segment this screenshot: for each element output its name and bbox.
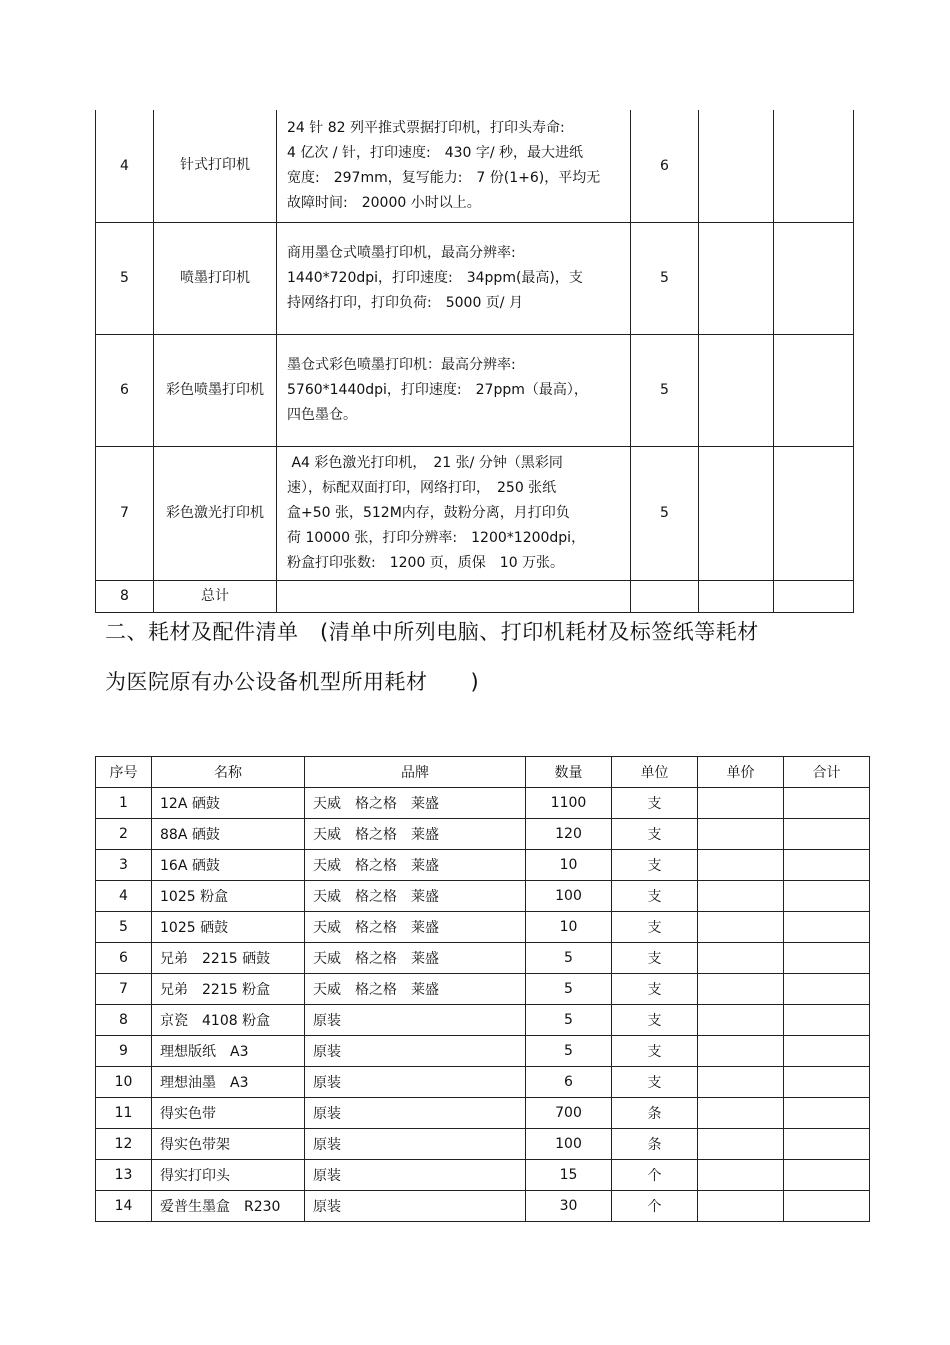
spec-line: 5760*1440dpi，打印速度: 27ppm（最高），: [287, 381, 588, 398]
section-heading-line1: 二、耗材及配件清单 (清单中所列电脑、打印机耗材及标签纸等耗材: [105, 620, 759, 644]
item-number: 13: [96, 1160, 152, 1191]
item-unit: 条: [612, 1129, 698, 1160]
item-number: 4: [96, 881, 152, 912]
item-number: 9: [96, 1036, 152, 1067]
item-unit: 支: [612, 1067, 698, 1098]
item-unit: 支: [612, 788, 698, 819]
item-brand: 原装: [305, 1129, 526, 1160]
item-unit-price: [698, 943, 784, 974]
item-quantity: 30: [526, 1191, 612, 1222]
spec-line: 荷 10000 张，打印分辨率: 1200*1200dpi，: [287, 529, 586, 546]
item-name: 1025 硒鼓: [152, 912, 305, 943]
equipment-blank-cell: [774, 446, 854, 580]
item-total: [784, 1098, 870, 1129]
item-total: [784, 1067, 870, 1098]
equipment-row: [96, 334, 854, 446]
item-number: 2: [96, 819, 152, 850]
item-name: 理想版纸 A3: [152, 1036, 305, 1067]
equipment-blank-cell: [774, 334, 854, 446]
item-unit-price: [698, 1098, 784, 1129]
item-name: 88A 硒鼓: [152, 819, 305, 850]
equipment-quantity: 5: [631, 446, 699, 580]
item-name: 京瓷 4108 粉盒: [152, 1005, 305, 1036]
equipment-number: 7: [96, 446, 154, 580]
item-unit-price: [698, 912, 784, 943]
item-number: 14: [96, 1191, 152, 1222]
consumables-row: [96, 943, 870, 974]
item-name: 兄弟 2215 硒鼓: [152, 943, 305, 974]
item-number: 11: [96, 1098, 152, 1129]
spec-line: 持网络打印，打印负荷: 5000 页/ 月: [287, 294, 523, 311]
spec-line: 墨仓式彩色喷墨打印机：最高分辨率:: [287, 356, 516, 373]
equipment-total-row: [96, 580, 854, 612]
item-name: 得实色带: [152, 1098, 305, 1129]
consumables-row: [96, 1160, 870, 1191]
item-name: 1025 粉盒: [152, 881, 305, 912]
item-unit-price: [698, 1067, 784, 1098]
item-brand: 原装: [305, 1191, 526, 1222]
item-total: [784, 788, 870, 819]
equipment-blank-cell: [699, 446, 774, 580]
spec-line: 粉盒打印张数: 1200 页，质保 10 万张。: [287, 554, 565, 571]
item-quantity: 700: [526, 1098, 612, 1129]
spec-line: 1440*720dpi，打印速度: 34ppm(最高)，支: [287, 269, 583, 286]
item-name: 得实打印头: [152, 1160, 305, 1191]
item-brand: 天威 格之格 莱盛: [305, 881, 526, 912]
column-header: 合计: [784, 757, 870, 788]
item-quantity: 1100: [526, 788, 612, 819]
item-name: 兄弟 2215 粉盒: [152, 974, 305, 1005]
item-total: [784, 881, 870, 912]
item-brand: 天威 格之格 莱盛: [305, 819, 526, 850]
item-quantity: 5: [526, 1036, 612, 1067]
consumables-row: [96, 912, 870, 943]
item-unit: 支: [612, 819, 698, 850]
spec-line: 商用墨仓式喷墨打印机，最高分辨率:: [287, 244, 516, 261]
equipment-number: 6: [96, 334, 154, 446]
item-name: 12A 硒鼓: [152, 788, 305, 819]
item-total: [784, 1160, 870, 1191]
equipment-spec: [277, 446, 631, 580]
item-quantity: 100: [526, 881, 612, 912]
item-total: [784, 850, 870, 881]
item-number: 5: [96, 912, 152, 943]
item-number: 6: [96, 943, 152, 974]
item-quantity: 10: [526, 912, 612, 943]
section-heading-line2: 为医院原有办公设备机型所用耗材 ): [105, 670, 480, 694]
item-unit-price: [698, 974, 784, 1005]
total-blank-cell: [774, 580, 854, 612]
item-number: 7: [96, 974, 152, 1005]
item-brand: 天威 格之格 莱盛: [305, 788, 526, 819]
item-quantity: 10: [526, 850, 612, 881]
item-name: 理想油墨 A3: [152, 1067, 305, 1098]
item-unit: 个: [612, 1191, 698, 1222]
column-header: 品牌: [305, 757, 526, 788]
item-number: 10: [96, 1067, 152, 1098]
spec-line: 故障时间: 20000 小时以上。: [287, 194, 481, 211]
item-quantity: 120: [526, 819, 612, 850]
item-brand: 原装: [305, 1160, 526, 1191]
spec-line: A4 彩色激光打印机， 21 张/ 分钟（黑彩同: [287, 454, 563, 471]
consumables-table: [95, 756, 870, 1222]
column-header: 数量: [526, 757, 612, 788]
item-unit: 条: [612, 1098, 698, 1129]
consumables-row: [96, 1005, 870, 1036]
equipment-quantity: 6: [631, 110, 699, 222]
item-quantity: 6: [526, 1067, 612, 1098]
total-blank-cell: [699, 580, 774, 612]
item-number: 8: [96, 1005, 152, 1036]
item-total: [784, 974, 870, 1005]
equipment-quantity: 5: [631, 222, 699, 334]
item-brand: 原装: [305, 1036, 526, 1067]
item-total: [784, 1036, 870, 1067]
total-blank-cell: [631, 580, 699, 612]
item-brand: 天威 格之格 莱盛: [305, 912, 526, 943]
column-header: 单位: [612, 757, 698, 788]
item-unit: 支: [612, 881, 698, 912]
item-name: 得实色带架: [152, 1129, 305, 1160]
equipment-blank-cell: [699, 110, 774, 222]
equipment-spec: [277, 222, 631, 334]
consumables-row: [96, 819, 870, 850]
item-number: 3: [96, 850, 152, 881]
consumables-row: [96, 881, 870, 912]
equipment-spec: [277, 110, 631, 222]
item-unit-price: [698, 1036, 784, 1067]
consumables-row: [96, 1067, 870, 1098]
item-quantity: 100: [526, 1129, 612, 1160]
spec-line: 4 亿次 / 针，打印速度: 430 字/ 秒，最大进纸: [287, 144, 584, 161]
column-header: 序号: [96, 757, 152, 788]
total-blank-cell: [277, 580, 631, 612]
equipment-number: 5: [96, 222, 154, 334]
spec-line: 宽度: 297mm，复写能力: 7 份(1+6)，平均无: [287, 169, 601, 186]
item-unit: 支: [612, 943, 698, 974]
item-total: [784, 943, 870, 974]
equipment-row: [96, 110, 854, 222]
item-total: [784, 1191, 870, 1222]
consumables-header-row: [96, 757, 870, 788]
item-number: 1: [96, 788, 152, 819]
equipment-row: [96, 222, 854, 334]
spec-line: 四色墨仓。: [287, 406, 357, 423]
item-total: [784, 1005, 870, 1036]
spec-line: 速），标配双面打印，网络打印， 250 张纸: [287, 479, 557, 496]
item-brand: 原装: [305, 1067, 526, 1098]
item-brand: 原装: [305, 1005, 526, 1036]
item-name: 爱普生墨盒 R230: [152, 1191, 305, 1222]
item-quantity: 5: [526, 943, 612, 974]
consumables-row: [96, 788, 870, 819]
item-unit-price: [698, 1005, 784, 1036]
item-unit: 个: [612, 1160, 698, 1191]
item-unit: 支: [612, 850, 698, 881]
total-number: 8: [96, 580, 154, 612]
consumables-row: [96, 1036, 870, 1067]
item-unit-price: [698, 1160, 784, 1191]
item-unit: 支: [612, 912, 698, 943]
item-brand: 天威 格之格 莱盛: [305, 943, 526, 974]
item-quantity: 5: [526, 1005, 612, 1036]
equipment-table: [95, 110, 854, 613]
consumables-row: [96, 1098, 870, 1129]
consumables-row: [96, 1129, 870, 1160]
item-number: 12: [96, 1129, 152, 1160]
item-brand: 天威 格之格 莱盛: [305, 974, 526, 1005]
equipment-name: 喷墨打印机: [154, 222, 277, 334]
spec-line: 盒+50 张，512M内存，鼓粉分离，月打印负: [287, 504, 570, 521]
equipment-blank-cell: [699, 334, 774, 446]
item-quantity: 5: [526, 974, 612, 1005]
item-unit-price: [698, 881, 784, 912]
item-unit: 支: [612, 1005, 698, 1036]
equipment-quantity: 5: [631, 334, 699, 446]
consumables-row: [96, 850, 870, 881]
equipment-row: [96, 446, 854, 580]
item-unit-price: [698, 850, 784, 881]
item-name: 16A 硒鼓: [152, 850, 305, 881]
item-unit-price: [698, 1191, 784, 1222]
item-unit-price: [698, 788, 784, 819]
total-label: 总计: [154, 580, 277, 612]
spec-line: 24 针 82 列平推式票据打印机，打印头寿命:: [287, 119, 565, 136]
item-quantity: 15: [526, 1160, 612, 1191]
equipment-number: 4: [96, 110, 154, 222]
item-brand: 天威 格之格 莱盛: [305, 850, 526, 881]
item-unit: 支: [612, 1036, 698, 1067]
equipment-blank-cell: [774, 110, 854, 222]
equipment-name: 针式打印机: [154, 110, 277, 222]
consumables-row: [96, 974, 870, 1005]
equipment-spec: [277, 334, 631, 446]
column-header: 名称: [152, 757, 305, 788]
item-total: [784, 912, 870, 943]
item-unit: 支: [612, 974, 698, 1005]
equipment-name: 彩色喷墨打印机: [154, 334, 277, 446]
item-unit-price: [698, 819, 784, 850]
consumables-row: [96, 1191, 870, 1222]
column-header: 单价: [698, 757, 784, 788]
equipment-blank-cell: [699, 222, 774, 334]
equipment-blank-cell: [774, 222, 854, 334]
item-brand: 原装: [305, 1098, 526, 1129]
equipment-name: 彩色激光打印机: [154, 446, 277, 580]
item-unit-price: [698, 1129, 784, 1160]
item-total: [784, 819, 870, 850]
item-total: [784, 1129, 870, 1160]
